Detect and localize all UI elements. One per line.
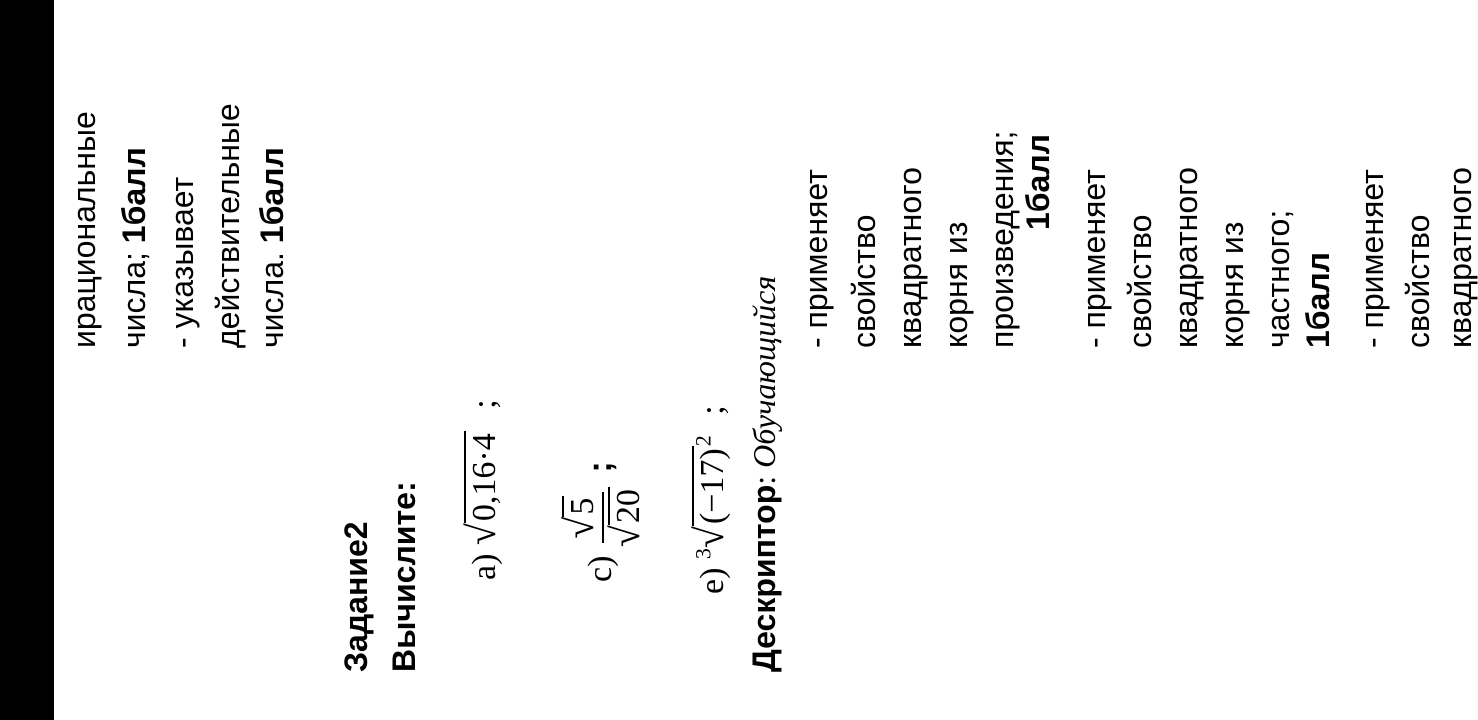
- criterion-2-line-5: частного;: [1260, 209, 1296, 348]
- score-badge: 1балл: [116, 147, 152, 244]
- criterion-2-line-3: квадратного: [1168, 167, 1204, 348]
- task-item-a: а) √0,16·4 ;: [459, 399, 504, 580]
- task-instruction: Вычислите:: [386, 481, 422, 672]
- score-badge: 1балл: [254, 147, 290, 244]
- criterion-3-line-1: - применяет: [1354, 169, 1390, 348]
- top-line-4: действительные: [210, 103, 246, 348]
- top-line-1: ирациональные: [66, 111, 102, 348]
- top-line-3: - указывает: [164, 176, 200, 348]
- descriptor-heading: Дескриптор: Обучающийся: [746, 275, 782, 672]
- criterion-3-line-3: квадратного: [1442, 167, 1478, 348]
- top-line-5: числа. 1балл: [254, 147, 290, 348]
- task-title: Задание2: [338, 521, 374, 672]
- task-item-c: с) √5 √20 ;: [557, 461, 648, 582]
- criterion-1-line-3: квадратного: [892, 167, 928, 348]
- sqrt-expression: √0,16·4: [459, 433, 504, 546]
- criterion-2-line-1: - применяет: [1076, 169, 1112, 348]
- sqrt-expression: √(−17): [687, 448, 732, 549]
- criterion-2-line-2: свойство: [1122, 214, 1158, 348]
- task-item-e: е) $^3√(-17)^2$ ;: [687, 405, 732, 594]
- criterion-1-score: 1балл: [1020, 133, 1056, 230]
- top-line-2: числа; 1балл: [116, 147, 152, 348]
- left-black-bar: [0, 0, 54, 720]
- criterion-2-score: 1балл: [1300, 251, 1336, 348]
- criterion-1-line-2: свойство: [846, 214, 882, 348]
- criterion-3-line-2: свойство: [1400, 214, 1436, 348]
- criterion-2-line-4: корня из: [1214, 221, 1250, 348]
- criterion-1-line-1: - применяет: [798, 169, 834, 348]
- criterion-1-line-4: корня из: [938, 221, 974, 348]
- fraction: √5 √20: [557, 489, 648, 548]
- criterion-1-line-5: произведения;: [984, 130, 1020, 348]
